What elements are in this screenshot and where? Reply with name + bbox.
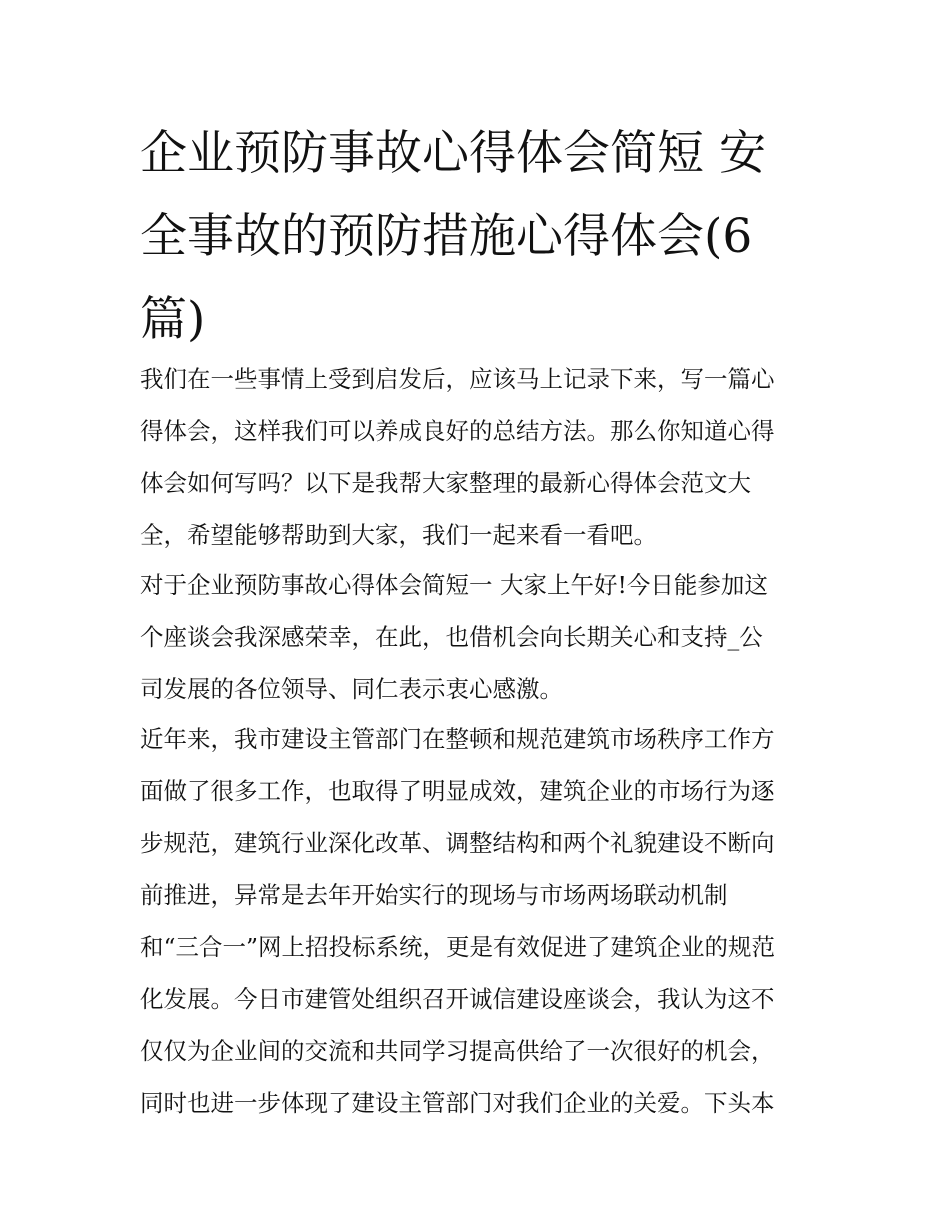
document-title — [140, 112, 820, 361]
body-line: 得体会，这样我们可以养成良好的总结方法。那么你知道心得 — [140, 417, 775, 445]
title-line: 企业预防事故心得体会简短 安 — [140, 126, 766, 181]
body-line: 同时也进一步体现了建设主管部门对我们企业的关爱。下头本 — [140, 1089, 775, 1117]
body-line: 体会如何写吗？以下是我帮大家整理的最新心得体会范文大 — [140, 469, 751, 497]
body-line: 步规范，建筑行业深化改革、调整结构和两个礼貌建设不断向 — [140, 829, 775, 857]
body-line: 前推进，异常是去年开始实行的现场与市场两场联动机制 — [140, 881, 728, 909]
body-line: 仅仅为企业间的交流和共同学习提高供给了一次很好的机会， — [140, 1037, 775, 1065]
body-line: 全，希望能够帮助到大家，我们一起来看一看吧。 — [140, 521, 657, 549]
body-line: 化发展。今日市建管处组织召开诚信建设座谈会，我认为这不 — [140, 985, 775, 1013]
body-line: 对于企业预防事故心得体会简短一 大家上午好!今日能参加这 — [140, 571, 768, 599]
title-line: 篇) — [140, 292, 206, 347]
body-line: 和“三合一”网上招投标系统，更是有效促进了建筑企业的规范 — [140, 933, 776, 961]
body-line: 司发展的各位领导、同仁表示衷心感激。 — [140, 675, 563, 703]
body-line: 面做了很多工作，也取得了明显成效，建筑企业的市场行为逐 — [140, 777, 775, 805]
body-line: 近年来，我市建设主管部门在整顿和规范建筑市场秩序工作方 — [140, 725, 775, 753]
document-body — [140, 357, 830, 1133]
body-line: 个座谈会我深感荣幸，在此，也借机会向长期关心和支持_公 — [140, 623, 763, 651]
title-line: 全事故的预防措施心得体会(6 — [140, 209, 753, 264]
body-line: 我们在一些事情上受到启发后，应该马上记录下来，写一篇心 — [140, 365, 775, 393]
